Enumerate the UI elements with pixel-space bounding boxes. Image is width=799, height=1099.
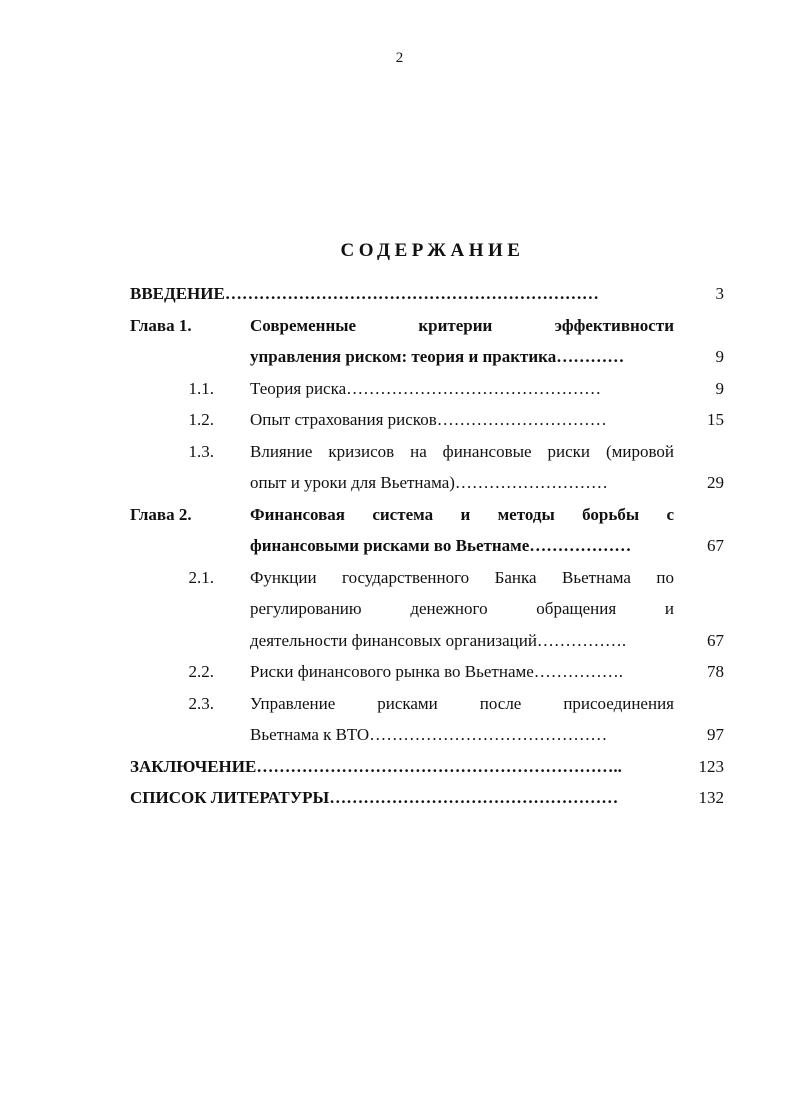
toc-section-2-1-number: 2.1. [188, 567, 214, 587]
toc-section-2-1[interactable] [130, 568, 730, 600]
toc-chapter-1-cont[interactable] [130, 347, 730, 379]
toc-section-2-2[interactable] [130, 662, 730, 694]
toc-section-1-3-cont[interactable] [130, 473, 730, 505]
toc-introduction[interactable] [130, 284, 730, 316]
toc-references-text: СПИСОК ЛИТЕРАТУРЫ…………………………………………… [130, 788, 619, 807]
toc-references[interactable] [130, 788, 730, 820]
toc-section-1-3-page: 29 [707, 473, 724, 492]
toc-section-1-1[interactable] [130, 379, 730, 411]
toc-section-2-3[interactable] [130, 694, 730, 726]
toc-section-2-1-title-line2: регулированию денежного обращения и [250, 599, 674, 618]
toc-section-1-2-title: Опыт страхования рисков………………………… [250, 410, 607, 429]
toc-section-1-1-title: Теория риска……………………………………… [250, 378, 602, 398]
toc-section-1-2-number: 1.2. [188, 410, 214, 429]
toc-references-page: 132 [698, 788, 724, 807]
toc-section-2-3-cont[interactable] [130, 725, 730, 757]
toc-section-2-3-title-line2: Вьетнама к ВТО…………………………………… [250, 725, 608, 744]
toc-section-2-1-title-line3: деятельности финансовых организаций……………. [250, 630, 627, 650]
toc-chapter-2-cont[interactable] [130, 536, 730, 568]
toc-section-1-3[interactable] [130, 442, 730, 474]
page-number: 2 [395, 50, 404, 66]
toc-section-2-3-number: 2.3. [188, 693, 214, 713]
toc-section-2-1-cont[interactable] [130, 599, 730, 631]
toc-section-1-1-number: 1.1. [188, 378, 214, 398]
toc-section-1-3-number: 1.3. [188, 441, 214, 461]
toc-chapter-1-label: Глава 1. [130, 315, 192, 335]
toc-section-2-2-number: 2.2. [188, 662, 214, 681]
toc-section-2-1-cont2[interactable] [130, 631, 730, 663]
toc-section-2-3-page: 97 [707, 725, 724, 744]
toc-introduction-text: ВВЕДЕНИЕ………………………………………………………… [130, 284, 599, 303]
toc-chapter-2-title-line2: финансовыми рисками во Вьетнаме……………… [250, 536, 632, 555]
toc-introduction-page: 3 [715, 284, 724, 303]
toc-section-1-2-page: 15 [707, 410, 724, 429]
toc-section-2-1-title-line1: Функции государственного Банка Вьетнама по [250, 567, 674, 587]
toc-conclusion[interactable] [130, 757, 730, 789]
toc-conclusion-text: ЗАКЛЮЧЕНИЕ……………………………………………………….. [130, 756, 622, 776]
toc-chapter-1-title-line2: управления риском: теория и практика………… [250, 347, 625, 366]
toc-chapter-1[interactable] [130, 316, 730, 348]
toc-section-2-2-title: Риски финансового рынка во Вьетнаме……………. [250, 662, 624, 681]
toc-chapter-2[interactable] [130, 505, 730, 537]
toc-section-1-3-title-line1: Влияние кризисов на финансовые риски (мировой [250, 441, 674, 461]
toc-section-2-3-title-line1: Управление рисками после присоединения [250, 693, 674, 713]
page-title: СОДЕРЖАНИЕ [340, 240, 525, 261]
table-of-contents [130, 284, 730, 820]
toc-chapter-2-page: 67 [707, 536, 724, 555]
toc-section-2-2-page: 78 [707, 662, 724, 681]
toc-conclusion-page: 123 [698, 756, 724, 776]
toc-chapter-1-page: 9 [715, 347, 724, 366]
toc-section-2-1-page: 67 [707, 630, 724, 650]
toc-chapter-2-title-line1: Финансовая система и методы борьбы с [250, 504, 674, 524]
toc-section-1-2[interactable] [130, 410, 730, 442]
toc-section-1-1-page: 9 [715, 378, 724, 398]
toc-section-1-3-title-line2: опыт и уроки для Вьетнама)……………………… [250, 473, 608, 492]
toc-chapter-2-label: Глава 2. [130, 504, 192, 524]
toc-chapter-1-title-line1: Современные критерии эффективности [250, 315, 674, 335]
